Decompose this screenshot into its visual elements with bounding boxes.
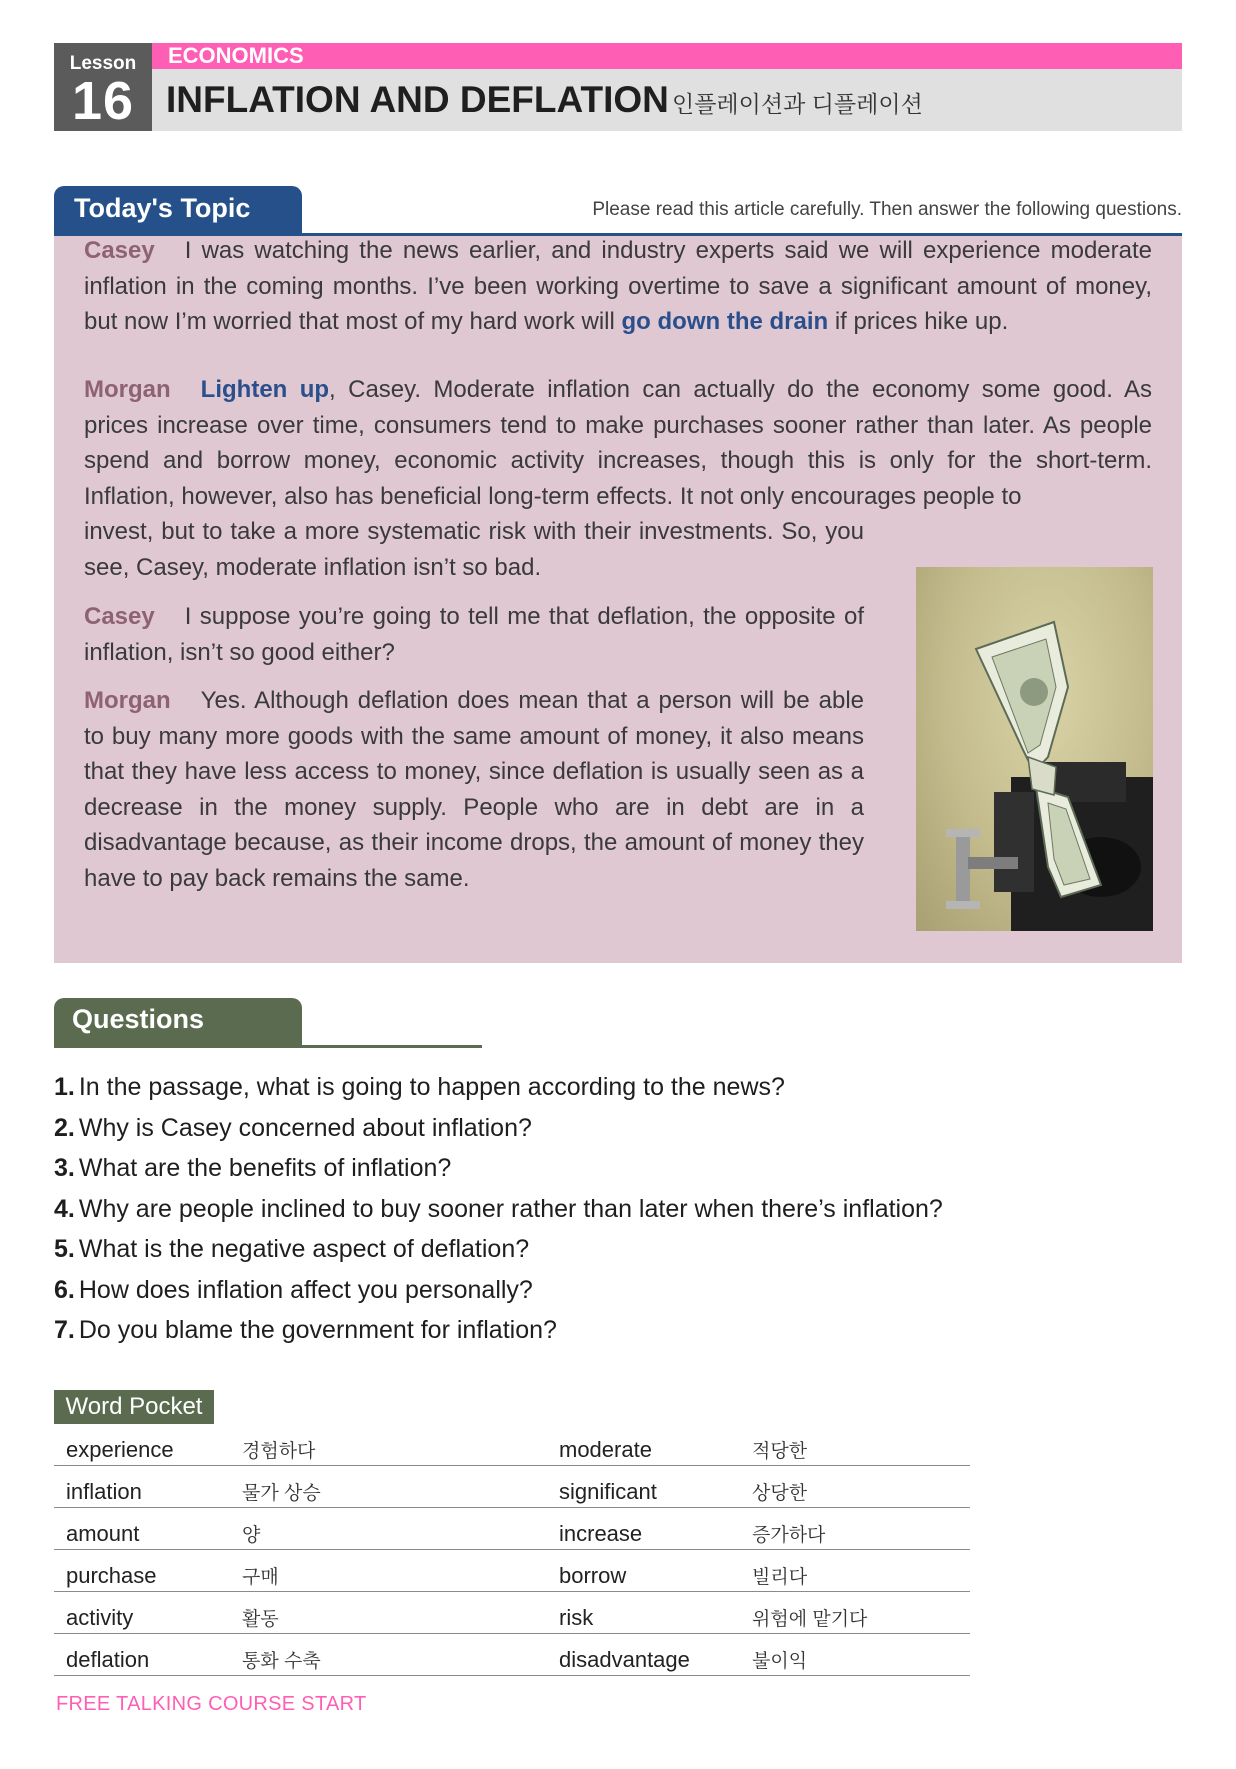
table-row: activity 활동 risk 위험에 맡기다 [54, 1592, 970, 1634]
lesson-number: 16 [71, 71, 135, 131]
dialogue-casey-1: Casey I was watching the news earlier, and industry experts said we will experience moderate inflation in the coming months. I’ve been working overtime to save a significant amount of money, but now I’m worried that most of my hard work will go down the drain if prices hike up. [84, 237, 1152, 335]
questions-divider [54, 1045, 482, 1048]
dialogue-morgan-2: Morgan Yes. Although deflation does mean that a person will be able to buy many more goods with the same amount of money, it also means that they have less access to money, since deflation is usually seen as a decrease in the money supply. People who are in debt are in a disadvantage because, as their income drops, the amount of money they have to pay back remains the same. [84, 687, 864, 892]
speaker-name: Morgan [84, 376, 171, 403]
lesson-label: Lesson [69, 53, 137, 74]
todays-topic-label: Today's Topic [74, 193, 251, 223]
category-label: ECONOMICS [168, 43, 304, 68]
question-item: 1. In the passage, what is going to happen according to the news? [54, 1073, 785, 1101]
dollar-in-vise-photo [916, 567, 1153, 931]
footer-course-name: FREE TALKING COURSE START [56, 1693, 367, 1715]
speaker-name: Casey [84, 603, 155, 630]
table-row: purchase 구매 borrow 빌리다 [54, 1550, 970, 1592]
dialogue-morgan-1: Morgan Lighten up, Casey. Moderate inflation can actually do the economy some good. As prices increase over time, consumers tend to make purchases sooner rather than later. As people spend and borrow money, economic activity increases, though this is only for the short-term. Inflation, however, also has beneficial long-term effects. It not only encourages people to [84, 376, 1153, 510]
speaker-name: Morgan [84, 687, 171, 714]
word-pocket-title: Word Pocket [54, 1390, 214, 1424]
speaker-name: Casey [84, 237, 155, 264]
lesson-badge [54, 43, 152, 131]
question-item: 4. Why are people inclined to buy sooner rather than later when there’s inflation? [54, 1194, 943, 1223]
question-item: 7. Do you blame the government for inflation? [54, 1316, 557, 1344]
table-row: amount 양 increase 증가하다 [54, 1508, 970, 1550]
dialogue-casey-2: Casey I suppose you’re going to tell me that deflation, the opposite of inflation, isn’t so good either? [84, 603, 864, 666]
word-pocket-table [54, 1424, 970, 1676]
dialogue-morgan-1-cont: invest, but to take a more systematic risk with their investments. So, you see, Casey, moderate inflation isn’t so bad. [84, 518, 864, 581]
page-title-korean: 인플레이션과 디플레이션 [672, 91, 923, 117]
todays-topic-tab [54, 186, 302, 236]
dollar-in-vise-illustration [916, 567, 1153, 931]
category-bar [152, 43, 1182, 69]
questions-label: Questions [72, 1004, 205, 1034]
question-item: 5. What is the negative aspect of deflation? [54, 1235, 530, 1263]
idiom-highlight: Lighten up [200, 376, 330, 403]
title-bar [152, 69, 1182, 131]
question-list [54, 1067, 943, 1351]
table-row: inflation 물가 상승 significant 상당한 [54, 1466, 970, 1508]
table-row: deflation 통화 수축 disadvantage 불이익 [54, 1634, 970, 1676]
question-item: 3. What are the benefits of inflation? [54, 1154, 452, 1182]
question-item: 6. How does inflation affect you personally? [54, 1275, 533, 1304]
page-title: INFLATION AND DEFLATION [166, 79, 669, 120]
idiom-highlight: go down the drain [621, 308, 829, 335]
questions-tab [54, 998, 302, 1046]
article-box [54, 236, 1182, 963]
table-row: experience 경험하다 moderate 적당한 [54, 1424, 970, 1466]
question-item: 2. Why is Casey concerned about inflation? [54, 1113, 532, 1142]
reading-instruction: Please read this article carefully. Then answer the following questions. [592, 199, 1182, 220]
